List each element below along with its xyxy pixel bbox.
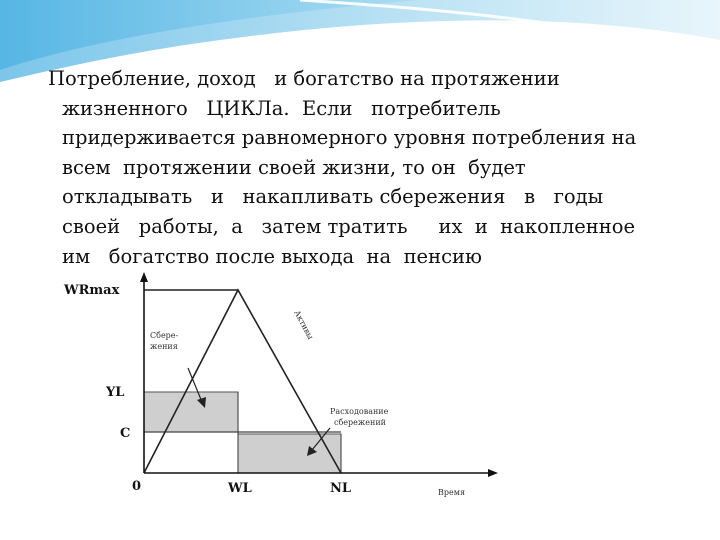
text-line: всем протяжении своей жизни, то он будет bbox=[62, 155, 526, 179]
wealth-label: Активы bbox=[292, 308, 316, 341]
time-axis-label: Время bbox=[438, 488, 466, 497]
savings-label-line1: Сбере- bbox=[150, 331, 179, 340]
origin-label: 0 bbox=[132, 479, 142, 494]
yl-label: YL bbox=[106, 385, 125, 400]
text-line: откладывать и накапливать сбережения в годы bbox=[62, 185, 604, 209]
dissaving-label-line1: Расходование bbox=[330, 407, 389, 416]
wl-label: WL bbox=[228, 481, 252, 496]
text-line: жизненного ЦИКЛа. Если потребитель bbox=[62, 96, 501, 120]
dissaving-label-line2: сбережений bbox=[334, 418, 386, 427]
text-line: придерживается равномерного уровня потребления на bbox=[62, 126, 637, 150]
dissaving-area bbox=[238, 434, 341, 473]
wrmax-label: WRmax bbox=[64, 283, 120, 298]
nl-label: NL bbox=[330, 481, 352, 496]
y-axis-arrow-icon bbox=[140, 272, 148, 282]
text-line: им богатство после выхода на пенсию bbox=[62, 244, 482, 268]
c-label: C bbox=[120, 426, 131, 441]
x-axis-arrow-icon bbox=[488, 469, 498, 477]
slide-body-text bbox=[48, 64, 708, 271]
savings-label-line2: жения bbox=[150, 342, 178, 351]
text-line: Потребление, доход и богатство на протяжении bbox=[48, 67, 560, 90]
text-line: своей работы, а затем тратить их и накопленное bbox=[62, 214, 636, 238]
savings-area bbox=[144, 392, 238, 432]
life-cycle-diagram bbox=[60, 270, 500, 510]
